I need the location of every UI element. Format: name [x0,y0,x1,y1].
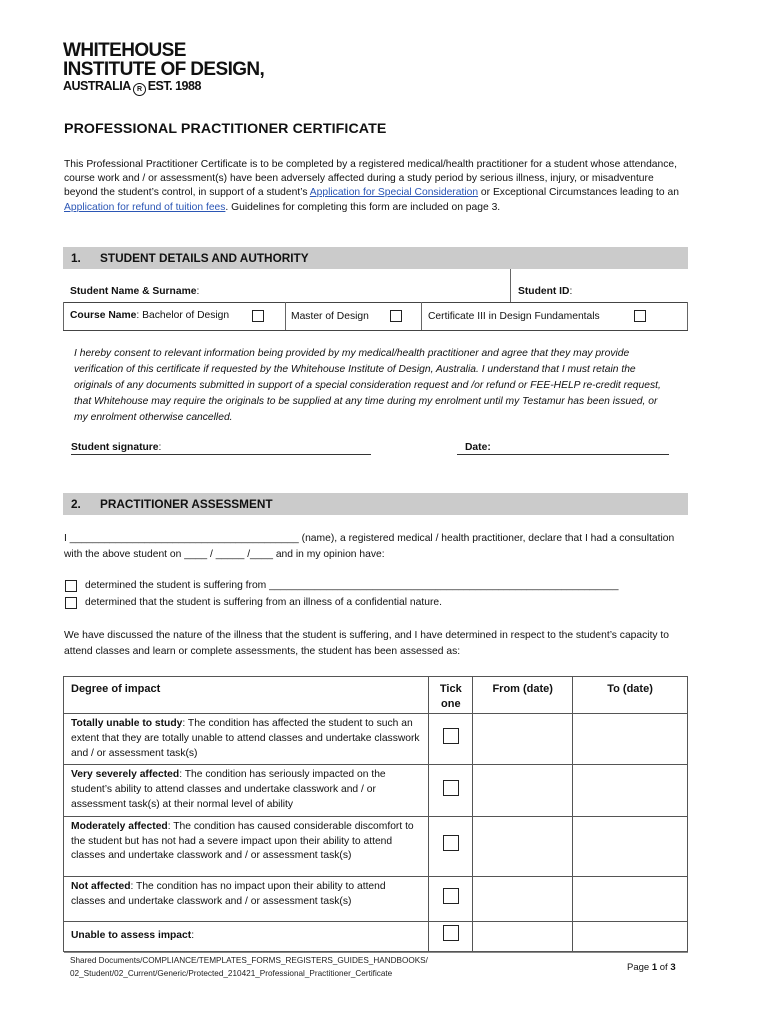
to-date-cell[interactable] [573,714,688,765]
section-2-number: 2. [71,497,81,511]
impact-table [63,676,688,952]
grid-divider [687,302,688,330]
student-date-label: Date: [465,442,491,453]
student-signature-field[interactable]: Student signature: [71,442,371,455]
tick-cell [429,765,473,816]
impact-description: Totally unable to study: The condition has affected the student to such an extent that they are totally unable to attend classes and undertake classwork and / or assessment task(s) [64,714,429,765]
tick-checkbox[interactable] [443,728,459,744]
page-number: Page 1 of 3 [627,962,676,973]
grid-divider [510,269,511,302]
grid-divider [63,302,688,303]
tick-cell [429,816,473,876]
course-master-label: Master of Design [291,311,369,322]
section-2-header [63,493,688,515]
emblem-icon: R [133,83,146,96]
refund-application-link[interactable]: Application for refund of tuition fees [64,201,226,213]
student-id-label: Student ID [518,286,570,297]
student-signature-label: Student signature [71,442,159,453]
tick-checkbox[interactable] [443,925,459,941]
student-id-field[interactable]: Student ID: [518,286,573,297]
section-2-heading: PRACTITIONER ASSESSMENT [100,497,273,511]
impact-description: Very severely affected: The condition has seriously impacted on the student’s ability to attend classes and undertake classwork and / or assessment task(s) at their normal level of ability [64,765,429,816]
option-suffering-label: determined the student is suffering from _____________________________________________________________ [85,580,619,591]
logo-line-1: WHITEHOUSE [63,40,186,61]
option-suffering-checkbox[interactable] [65,580,77,592]
course-option-bachelor: Course Name: Bachelor of Design [70,310,230,321]
from-date-cell[interactable] [473,921,573,951]
intro-text-2: or Exceptional Circumstances leading to an [478,187,679,199]
bachelor-checkbox[interactable] [252,310,264,322]
intro-paragraph [64,158,682,215]
footer-path [70,954,428,980]
special-consideration-link[interactable]: Application for Special Consideration [309,187,479,199]
logo-line-3 [63,79,264,96]
course-bachelor-label: Bachelor of Design [142,310,230,321]
to-date-cell[interactable] [573,816,688,876]
logo-est: EST. 1988 [147,79,201,93]
intro-text-3: . Guidelines for completing this form are included on page 3. [225,201,501,213]
header-tick: Tick one [429,677,473,714]
logo [63,41,264,96]
logo-country: AUSTRALIA [63,79,131,93]
grid-divider [421,302,422,330]
footer-path-line-2: 02_Student/02_Current/Generic/Protected_210421_Professional_Practitioner_Certificate [70,969,393,978]
impact-description: Moderately affected: The condition has caused considerable discomfort to the student but has not had a severe impact upon their ability to attend classes and undertake classwork and / or assessment task(s) [64,816,429,876]
table-row [64,876,688,921]
option-confidential-checkbox[interactable] [65,597,77,609]
header-degree: Degree of impact [64,677,429,714]
grid-divider [63,302,64,330]
impact-description: Not affected: The condition has no impact upon their ability to attend classes and undertake classwork and / or assessment task(s) [64,876,429,921]
to-date-cell[interactable] [573,921,688,951]
student-date-field[interactable] [457,442,669,455]
option-confidential-label: determined that the student is suffering from an illness of a confidential nature. [85,597,442,608]
from-date-cell[interactable] [473,765,573,816]
tick-cell [429,714,473,765]
from-date-cell[interactable] [473,816,573,876]
student-name-label: Student Name & Surname [70,286,197,297]
master-checkbox[interactable] [390,310,402,322]
assessment-statement: We have discussed the nature of the illness that the student is suffering, and I have determined in respect to the student’s capacity to attend classes and learn or complete assessments, the student has been assessed as: [64,630,670,657]
grid-divider [285,302,286,330]
tick-checkbox[interactable] [443,835,459,851]
consent-statement: I hereby consent to relevant information being provided by my medical/health practitioner and agree that they may provide verification of this certificate if requested by the Whitehouse Institute of Design, Australia. I understand that I must retain the originals of any documents submitted in support of a special consideration request and /or refund or FEE-HELP re-credit request, that Whitehouse may require the originals to be supplied at any time during my enrolment until my Testamur has been issued, or my enrolment otherwise cancelled. [74,348,661,423]
intro-text-1: This Professional Practitioner Certificate is to be completed by a registered medical/health practitioner for a student whose attendance, course work and / or assessment(s) have been adversely affected during a study period by serious illness, injury, or misadventure beyond the student’s control, in support of a student’s [64,159,677,199]
to-date-cell[interactable] [573,876,688,921]
section-1-heading: STUDENT DETAILS AND AUTHORITY [100,251,309,265]
tick-checkbox[interactable] [443,888,459,904]
page-title: PROFESSIONAL PRACTITIONER CERTIFICATE [64,121,387,137]
section-1-number: 1. [71,251,81,265]
course-name-label: Course Name [70,310,137,321]
table-row [64,816,688,876]
certificate-checkbox[interactable] [634,310,646,322]
table-row [64,921,688,951]
tick-checkbox[interactable] [443,780,459,796]
tick-cell [429,921,473,951]
impact-description: Unable to assess impact: [64,921,429,951]
footer-path-line-1: Shared Documents/COMPLIANCE/TEMPLATES_FORMS_REGISTERS_GUIDES_HANDBOOKS/ [70,956,428,965]
tick-cell [429,876,473,921]
course-certificate-label: Certificate III in Design Fundamentals [428,311,600,322]
to-date-cell[interactable] [573,765,688,816]
table-header-row [64,677,688,714]
section-1-header [63,247,688,269]
header-to: To (date) [573,677,688,714]
table-row [64,765,688,816]
practitioner-declaration: I ________________________________________ (name), a registered medical / health practitioner, declare that I had a consultation with the above student on ____ / _____ /____ and in my opinion have: [64,533,675,560]
from-date-cell[interactable] [473,714,573,765]
header-from: From (date) [473,677,573,714]
grid-divider [63,330,688,331]
from-date-cell[interactable] [473,876,573,921]
logo-line-2: INSTITUTE OF DESIGN, [63,59,265,80]
footer-divider [64,952,688,953]
student-name-field[interactable]: Student Name & Surname: [70,286,200,297]
table-row [64,714,688,765]
